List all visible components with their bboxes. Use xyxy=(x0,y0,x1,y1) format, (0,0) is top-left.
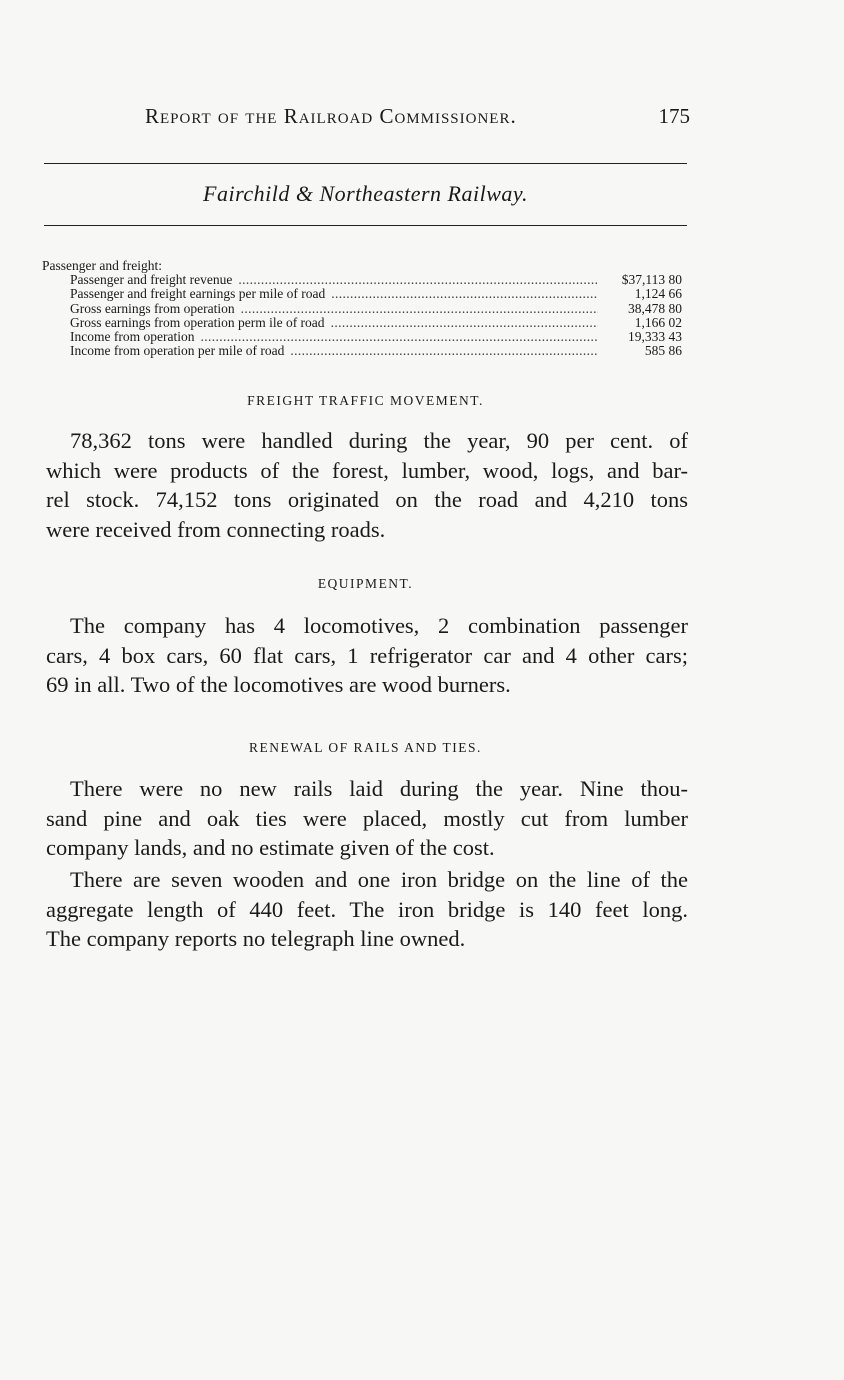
section-heading-renewal: RENEWAL OF RAILS AND TIES. xyxy=(249,740,482,755)
text-line: There were no new rails laid during the year. Nine thou- xyxy=(70,776,688,801)
text-line: which were products of the forest, lumber, wood, logs, and bar- xyxy=(46,457,688,483)
financial-row-value: 19,333 43 xyxy=(628,329,682,345)
financial-row-label: Gross earnings from operation perm ile of road xyxy=(70,314,325,330)
financial-row xyxy=(42,302,682,316)
financial-row-value: $37,113 80 xyxy=(621,272,682,288)
leader-dots xyxy=(331,287,598,301)
text-line: cars, 4 box cars, 60 flat cars, 1 refrigerator car and 4 other cars; xyxy=(46,642,688,668)
financial-row xyxy=(42,316,682,330)
leader-dots xyxy=(238,273,598,287)
financial-row-label: Income from operation per mile of road xyxy=(70,343,285,359)
text-line: were received from connecting roads. xyxy=(46,516,386,542)
financial-table xyxy=(42,259,682,358)
text-line: rel stock. 74,152 tons originated on the road and 4,210 tons xyxy=(46,487,688,512)
freight-traffic-paragraph xyxy=(46,426,688,544)
top-rule xyxy=(44,163,687,164)
text-line: 69 in all. Two of the locomotives are wood burners. xyxy=(46,672,511,697)
renewal-paragraph-bridges xyxy=(46,865,688,954)
section-heading-freight-traffic: FREIGHT TRAFFIC MOVEMENT. xyxy=(247,393,484,408)
leader-dots xyxy=(241,302,598,316)
subtitle-rule xyxy=(44,225,687,226)
text-line: 78,362 tons were handled during the year, 90 per cent. of xyxy=(70,428,688,453)
text-line: company lands, and no estimate given of the cost. xyxy=(46,835,495,860)
page-number: 175 xyxy=(658,104,690,128)
financial-row-value: 1,166 02 xyxy=(634,314,682,330)
financial-row-label: Passenger and freight revenue xyxy=(70,272,233,288)
leader-dots xyxy=(290,344,598,358)
financial-group-label: Passenger and freight: xyxy=(42,258,162,273)
financial-row-value: 585 86 xyxy=(644,343,682,359)
text-line: The company has 4 locomotives, 2 combination passenger xyxy=(70,613,688,638)
railway-subtitle: Fairchild & Northeastern Railway. xyxy=(203,181,528,206)
section-heading-equipment: EQUIPMENT. xyxy=(317,576,414,591)
text-line: sand pine and oak ties were placed, mostly cut from lumber xyxy=(46,805,688,831)
financial-row-value: 38,478 80 xyxy=(628,300,682,316)
text-line: There are seven wooden and one iron bridge on the line of the xyxy=(70,867,688,892)
leader-dots xyxy=(200,330,598,344)
financial-row-label: Passenger and freight earnings per mile of road xyxy=(70,286,326,302)
financial-row-label: Gross earnings from operation xyxy=(70,300,235,316)
financial-row xyxy=(42,330,682,344)
financial-row-label: Income from operation xyxy=(70,329,195,345)
text-line: aggregate length of 440 feet. The iron bridge is 140 feet long. xyxy=(46,896,688,922)
equipment-paragraph xyxy=(46,611,688,700)
running-head-title: Report of the Railroad Commissioner. xyxy=(145,104,517,128)
leader-dots xyxy=(331,316,598,330)
text-line: The company reports no telegraph line owned. xyxy=(46,926,466,951)
renewal-paragraph-rails xyxy=(46,774,688,863)
financial-row xyxy=(42,273,682,287)
financial-row-value: 1,124 66 xyxy=(634,286,682,302)
financial-row xyxy=(42,344,682,358)
financial-row xyxy=(42,287,682,301)
